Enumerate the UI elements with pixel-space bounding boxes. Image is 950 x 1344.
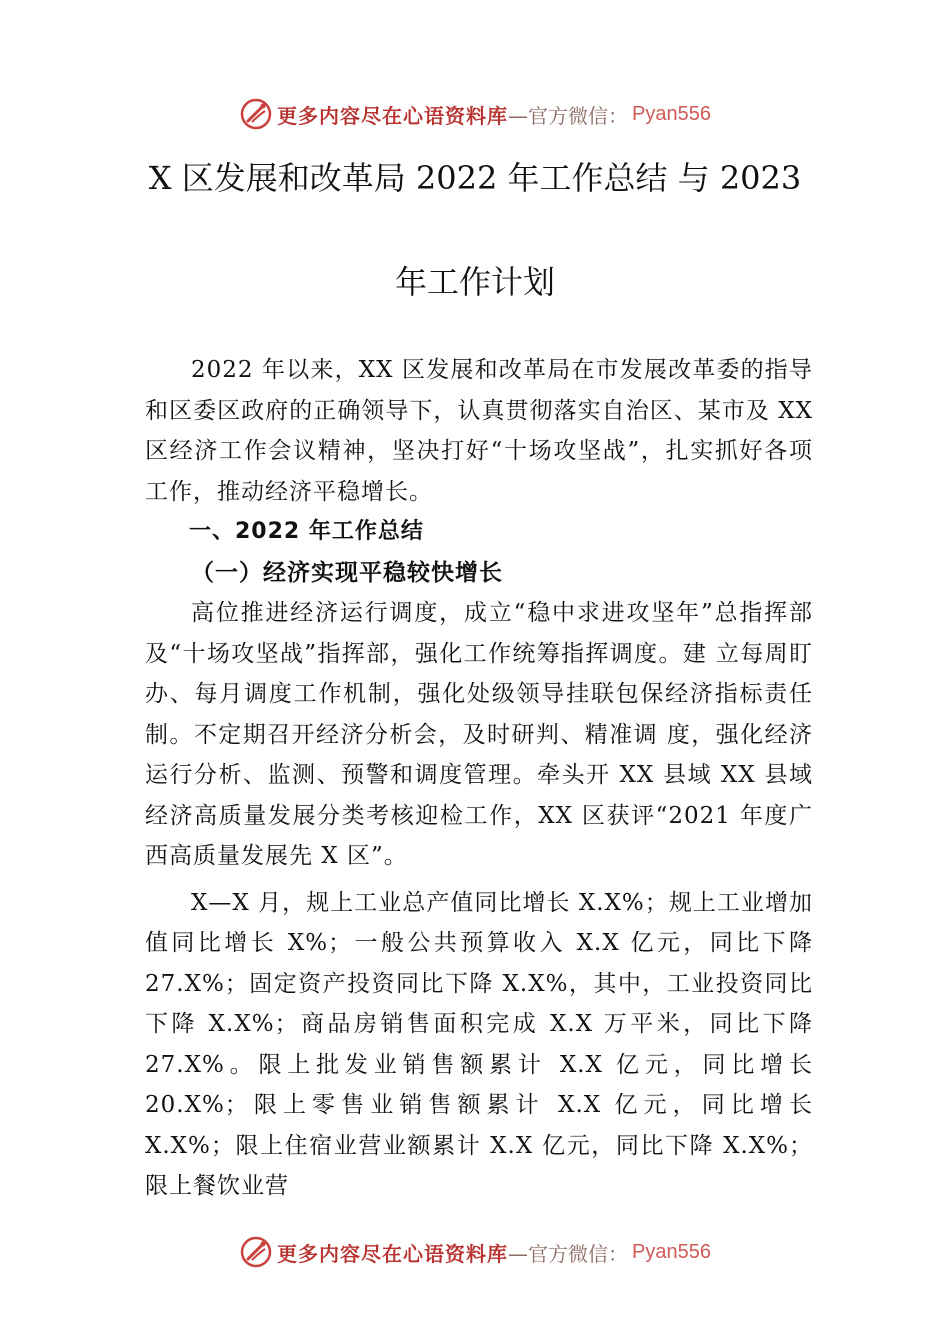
document-body — [145, 350, 813, 1207]
brand-logo-icon — [239, 97, 273, 131]
body-paragraph-stats: X—X 月，规上工业总产值同比增长 X.X%；规上工业增加值同比增长 X%；一般公共预算收入 X.X 亿元，同比下降 27.X%；固定资产投资同比下降 X.X%，其中，工业投资同比下降 X.X%；商品房销售面积完成 X.X 万平米，同比下降 27.X%。限上批发业销售额累计 X.X 亿元，同比增长 20.X%；限上零售业销售额累计 X.X 亿元，同比增长 X.X%；限上住宿业营业额累计 X.X 亿元，同比下降 X.X%；限上餐饮业营 — [145, 889, 813, 1199]
document-title-line1: X 区发展和改革局 2022 年工作总结 与 2023 — [148, 159, 802, 197]
banner-text: 更多内容尽在心语资料库 — [277, 1241, 509, 1266]
banner-sub: —官方微信： — [508, 1241, 629, 1266]
header-watermark-banner — [0, 94, 950, 134]
section-heading: 一、2022 年工作总结 — [189, 519, 424, 544]
subsection-heading: （一）经济实现平稳较快增长 — [191, 558, 503, 586]
banner-sub: —官方微信： — [508, 103, 629, 128]
banner-id: Pyan556 — [632, 102, 711, 125]
banner-id: Pyan556 — [632, 1240, 711, 1263]
brand-logo-icon — [239, 1235, 273, 1269]
body-paragraph: 高位推进经济运行调度，成立“稳中求进攻坚年”总指挥部及“十场攻坚战”指挥部，强化工作统筹指挥调度。建 立每周盯办、每月调度工作机制，强化处级领导挂联包保经济指标责任制。不定期召开经济分析会，及时研判、精准调 度，强化经济运行分析、监测、预警和调度管理。牵头开 XX 县域 XX 县域经济高质量发展分类考核迎检工作，XX 区获评“2021 年度广西高质量发展先 X 区”。 — [145, 600, 813, 869]
banner-text: 更多内容尽在心语资料库 — [277, 103, 509, 128]
document-title-line2: 年工作计划 — [394, 263, 555, 301]
footer-watermark-banner — [0, 1232, 950, 1272]
intro-paragraph: 2022 年以来，XX 区发展和改革局在市发展改革委的指导和区委区政府的正确领导下，认真贯彻落实自治区、某市及 XX 区经济工作会议精神，坚决打好“十场攻坚战”，扎实抓好各项工作，推动经济平稳增长。 — [145, 357, 813, 505]
